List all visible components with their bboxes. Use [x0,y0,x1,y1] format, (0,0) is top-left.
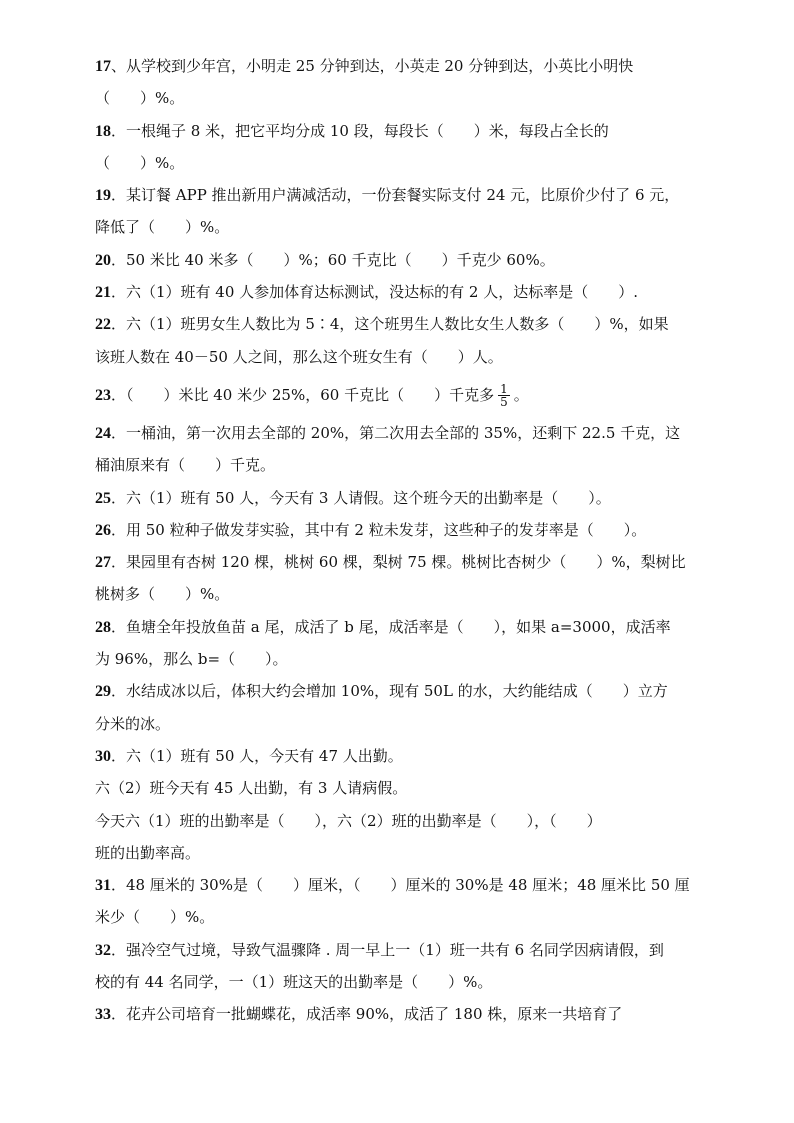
question-33: 33．花卉公司培育一批蝴蝶花，成活率 90%，成活了 180 株，原来一共培育了 [95,1005,623,1024]
question-32: 32．强冷空气过境，导致气温骤降 . 周一早上一（1）班一共有 6 名同学因病请假，到 [95,940,664,959]
question-27: 27．果园里有杏树 120 棵，桃树 60 棵，梨树 75 棵。桃树比杏树少（ ）%，梨树比 [95,553,686,572]
question-24: 24．一桶油，第一次用去全部的 20%，第二次用去全部的 35%，还剩下 22.5 千克，这 [95,423,681,442]
question-31: 31．48 厘米的 30%是（ ）厘米，（ ）厘米的 30%是 48 厘米；48 厘米比 50 厘 [95,876,690,895]
question-22: 22．六（1）班男女生人数比为 5∶4，这个班男生人数比女生人数多（ ）%，如果 [95,315,669,334]
question-21: 21．六（1）班有 40 人参加体育达标测试，没达标的有 2 人，达标率是（ ）. [95,283,639,302]
question-list: 17、从学校到少年宫，小明走 25 分钟到达，小英走 20 分钟到达，小英比小明快 （ ）%。 18．一根绳子 8 米，把它平均分成 10 段，每段长（ ）米，每段占全长的 （ ）%。 19．某订餐 APP 推出新用户满减活动，一份套餐实际支付 24 元，比原价少付了 6 元， 降低了（ ）%。 20．50 米比 40 米多（ ）%；60 千克比（ ）千克少 60%。 21．六（1）班有 40 人参加体育达标测试，没达标的有 2 人，达标率是（ ）. 22．六（1）班男女生人数比为 5∶4，这个班男生人数比女生人数多（ ）%，如果 该班人数在 40－50 人之间，那么这个班女生有（ ）人。 23．（ ）米比 40 米少 25%，60 千克比（ ）千克多 $\frac{1}{5}$ 。 24．一桶油，第一次用去全部的 20%，第二次用去全部的 35%，还剩下 22.5 千克，这 桶油原来有（ ）千克。 25．六（1）班有 50 人，今天有 3 人请假。这个班今天的出勤率是（ ）。 26．用 50 粒种子做发芽实验，其中有 2 粒未发芽，这些种子的发芽率是（ ）。 27．果园里有杏树 120 棵，桃树 60 棵，梨树 75 棵。桃树比杏树少（ ）%，梨树比 桃树多（ ）%。 28．鱼塘全年投放鱼苗 a 尾，成活了 b 尾，成活率是（ ），如果 a=3000，成活率 为 96%，那么 b=（ ）。 29．水结成冰以后，体积大约会增加 10%，现有 50L 的水，大约能结成（ ）立方 分米的冰。 30．六（1）班有 50 人，今天有 47 人出勤。 六（2）班今天有 45 人出勤，有 3 人请病假。 今天六（1）班的出勤率是（ ），六（2）班的出勤率是（ ），（ ） 班的出勤率高。 31．48 厘米的 30%是（ ）厘米，（ ）厘米的 30%是 48 厘米；48 厘米比 50 厘 米少（ ）%。 32．强冷空气过境，导致气温骤降 . 周一早上一（1）班一共有 6 名同学因病请假，到 校的有 44 名同学，一（1）班这天的出勤率是（ ）%。 33．花卉公司培育一批蝴蝶花，成活率 90%，成活了 180 株，原来一共培育了 [95,50,707,1031]
fraction-one-fifth: $\frac{1}{5}$ [500,382,508,410]
question-28: 28．鱼塘全年投放鱼苗 a 尾，成活了 b 尾，成活率是（ ），如果 a=3000，成活率 [95,617,671,636]
question-25: 25．六（1）班有 50 人，今天有 3 人请假。这个班今天的出勤率是（ ）。 [95,488,611,507]
question-18: 18．一根绳子 8 米，把它平均分成 10 段，每段长（ ）米，每段占全长的 [95,121,609,140]
question-26: 26．用 50 粒种子做发芽实验，其中有 2 粒未发芽，这些种子的发芽率是（ ）。 [95,520,647,539]
question-19: 19．某订餐 APP 推出新用户满减活动，一份套餐实际支付 24 元，比原价少付了 6 元， [95,186,680,205]
question-17: 17、从学校到少年宫，小明走 25 分钟到达，小英走 20 分钟到达，小英比小明快 [95,57,634,75]
question-30: 30．六（1）班有 50 人，今天有 47 人出勤。 [95,746,403,765]
question-29: 29．水结成冰以后，体积大约会增加 10%，现有 50L 的水，大约能结成（ ）立方 [95,682,668,701]
question-23: 23．（ ）米比 40 米少 25%，60 千克比（ ）千克多 $\frac{1}{5}$ 。 [95,382,529,410]
question-20: 20．50 米比 40 米多（ ）%；60 千克比（ ）千克少 60%。 [95,250,555,269]
